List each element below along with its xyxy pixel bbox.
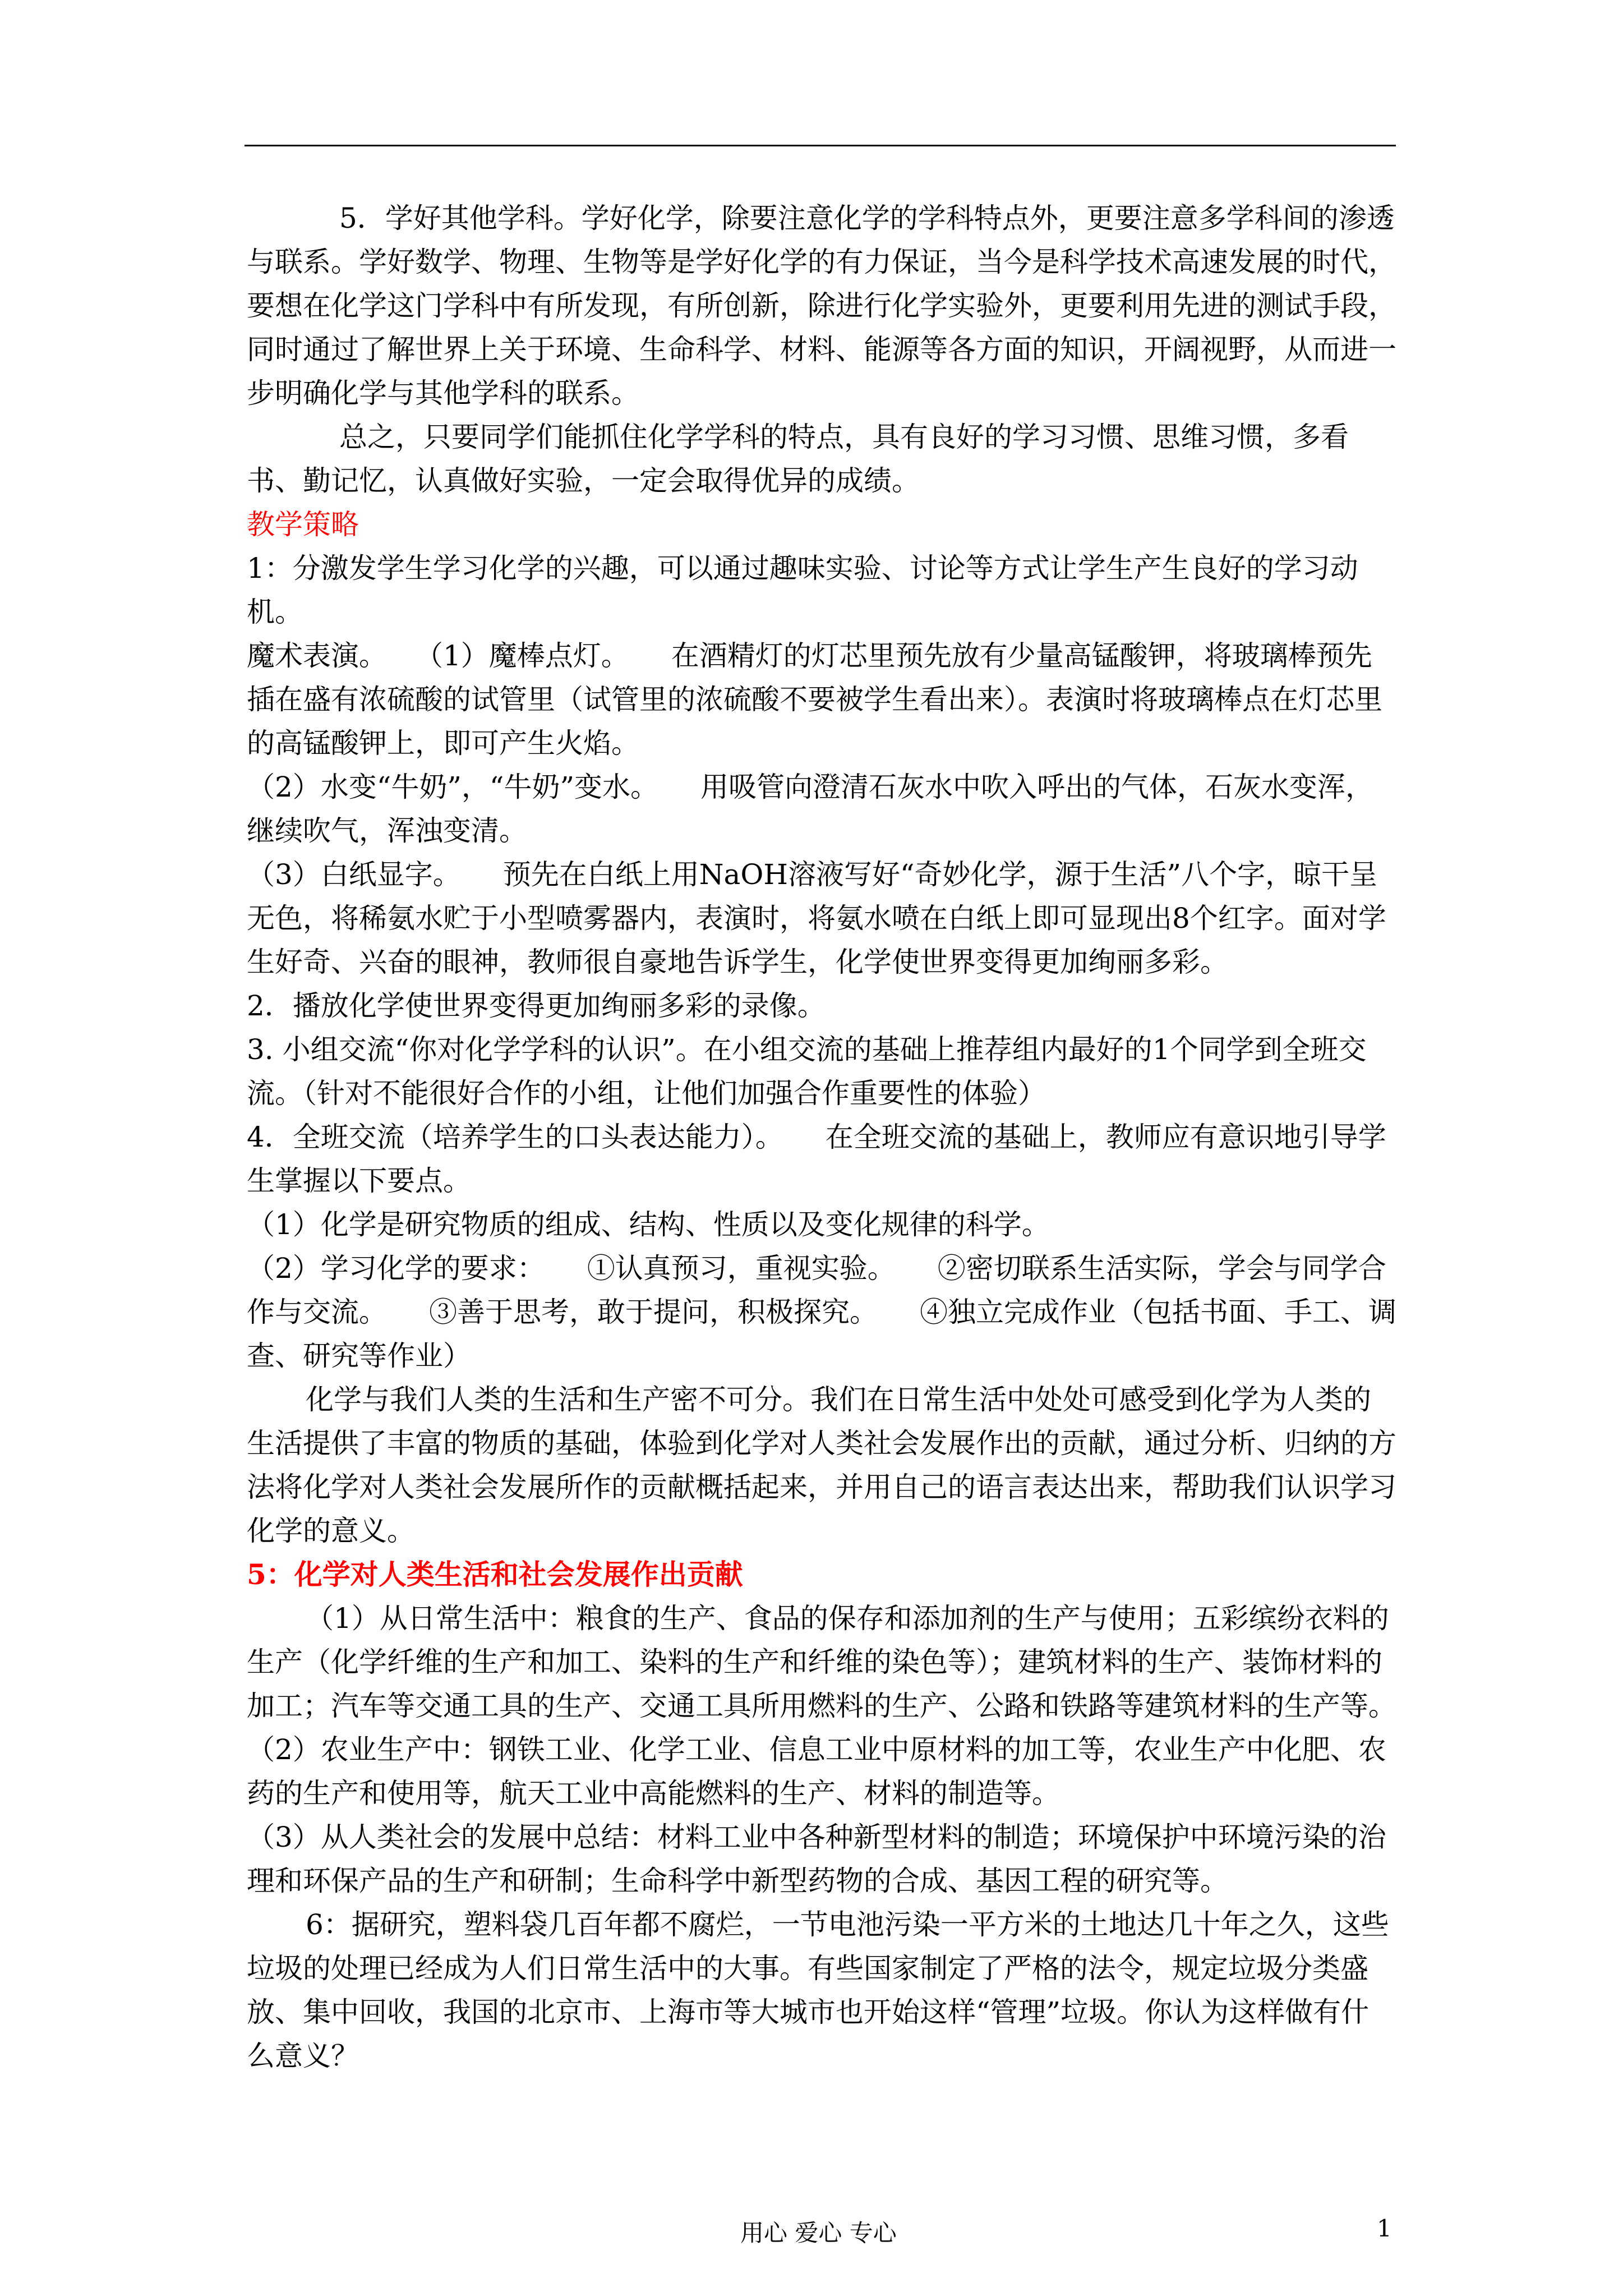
paragraph-daily-life: （1）从日常生活中：粮食的生产、食品的保存和添加剂的生产与使用；五彩缤纷衣料的生产（化学纤维的生产和加工、染料的生产和纤维的染色等）；建筑材料的生产、装饰材料的加工；汽车等交通工具的生产、交通工具所用燃料的生产、公路和铁路等建筑材料的生产等。 [247,1602,1396,1722]
paragraph-garbage: 6：据研究，塑料袋几百年都不腐烂，一节电池污染一平方米的土地达几十年之久，这些垃圾的处理已经成为人们日常生活中的大事。有些国家制定了严格的法令，规定垃圾分类盛放、集中回收，我国的北京市、上海市等大城市也开始这样“管理”垃圾。你认为这样做有什么意义？ [247,1908,1389,2072]
paragraph-study-other-subjects: 5．学好其他学科。学好化学，除要注意化学的学科特点外，更要注意多学科间的渗透与联系。学好数学、物理、生物等是学好化学的有力保证，当今是科学技术高速发展的时代，要想在化学这门学科中有所发现，有所创新，除进行化学实验外，更要利用先进的测试手段，同时通过了解世界上关于环境、生命科学、材料、能源等各方面的知识，开阔视野，从而进一步明确化学与其他学科的联系。 [247,202,1396,409]
page-number: 1 [1377,2215,1392,2242]
paragraph-point-1: （1）化学是研究物质的组成、结构、性质以及变化规律的科学。 [247,1208,1050,1241]
paragraph-strategy-3: 3. 小组交流“你对化学学科的认识”。在小组交流的基础上推荐组内最好的1个同学到全班交流。（针对不能很好合作的小组，让他们加强合作重要性的体验） [247,1033,1367,1110]
paragraph-strategy-2: 2．播放化学使世界变得更加绚丽多彩的录像。 [247,990,826,1022]
paragraph-strategy-4: 4．全班交流（培养学生的口头表达能力）。 在全班交流的基础上，教师应有意识地引导学生掌握以下要点。 [247,1121,1386,1197]
paragraph-summary: 总之，只要同学们能抓住化学学科的特点，具有良好的学习习惯、思维习惯，多看书、勤记忆，认真做好实验，一定会取得优异的成绩。 [247,421,1349,497]
paragraph-chemistry-and-life: 化学与我们人类的生活和生产密不可分。我们在日常生活中处处可感受到化学为人类的生活提供了丰富的物质的基础，体验到化学对人类社会发展作出的贡献，通过分析、归纳的方法将化学对人类社会发展所作的贡献概括起来，并用自己的语言表达出来，帮助我们认识学习化学的意义。 [247,1383,1396,1547]
paragraph-agriculture: （2）农业生产中：钢铁工业、化学工业、信息工业中原材料的加工等，农业生产中化肥、农药的生产和使用等，航天工业中高能燃料的生产、材料的制造等。 [247,1733,1386,1810]
heading-teaching-strategy: 教学策略 [247,508,359,541]
paragraph-point-2: （2）学习化学的要求： ①认真预习，重视实验。 ②密切联系生活实际，学会与同学合作与交流。 ③善于思考，敢于提问，积极探究。 ④独立完成作业（包括书面、手工、调查、研究等作业） [247,1252,1396,1372]
heading-contributions: 5：化学对人类生活和社会发展作出贡献 [247,1558,743,1591]
document-body [247,196,1396,2078]
paragraph-white-paper: （3）白纸显字。 预先在白纸上用NaOH溶液写好“奇妙化学，源于生活”八个字，晾干呈无色，将稀氨水贮于小型喷雾器内，表演时，将氨水喷在白纸上即可显现出8个红字。面对学生好奇、兴奋的眼神，教师很自豪地告诉学生，化学使世界变得更加绚丽多彩。 [247,858,1386,978]
paragraph-strategy-1: 1：分激发学生学习化学的兴趣，可以通过趣味实验、讨论等方式让学生产生良好的学习动机。 [247,552,1358,628]
paragraph-magic-show: 魔术表演。 （1）魔棒点灯。 在酒精灯的灯芯里预先放有少量高锰酸钾，将玻璃棒预先插在盛有浓硫酸的试管里（试管里的浓硫酸不要被学生看出来）。表演时将玻璃棒点在灯芯里的高锰酸钾上，即可产生火焰。 [247,639,1382,760]
header-rule [245,145,1396,146]
footer-motto: 用心 爱心 专心 [740,2219,897,2247]
paragraph-society: （3）从人类社会的发展中总结：材料工业中各种新型材料的制造；环境保护中环境污染的治理和环保产品的生产和研制；生命科学中新型药物的合成、基因工程的研究等。 [247,1821,1386,1897]
paragraph-water-milk: （2）水变“牛奶”，“牛奶”变水。 用吸管向澄清石灰水中吹入呼出的气体，石灰水变浑，继续吹气，浑浊变清。 [247,771,1374,847]
